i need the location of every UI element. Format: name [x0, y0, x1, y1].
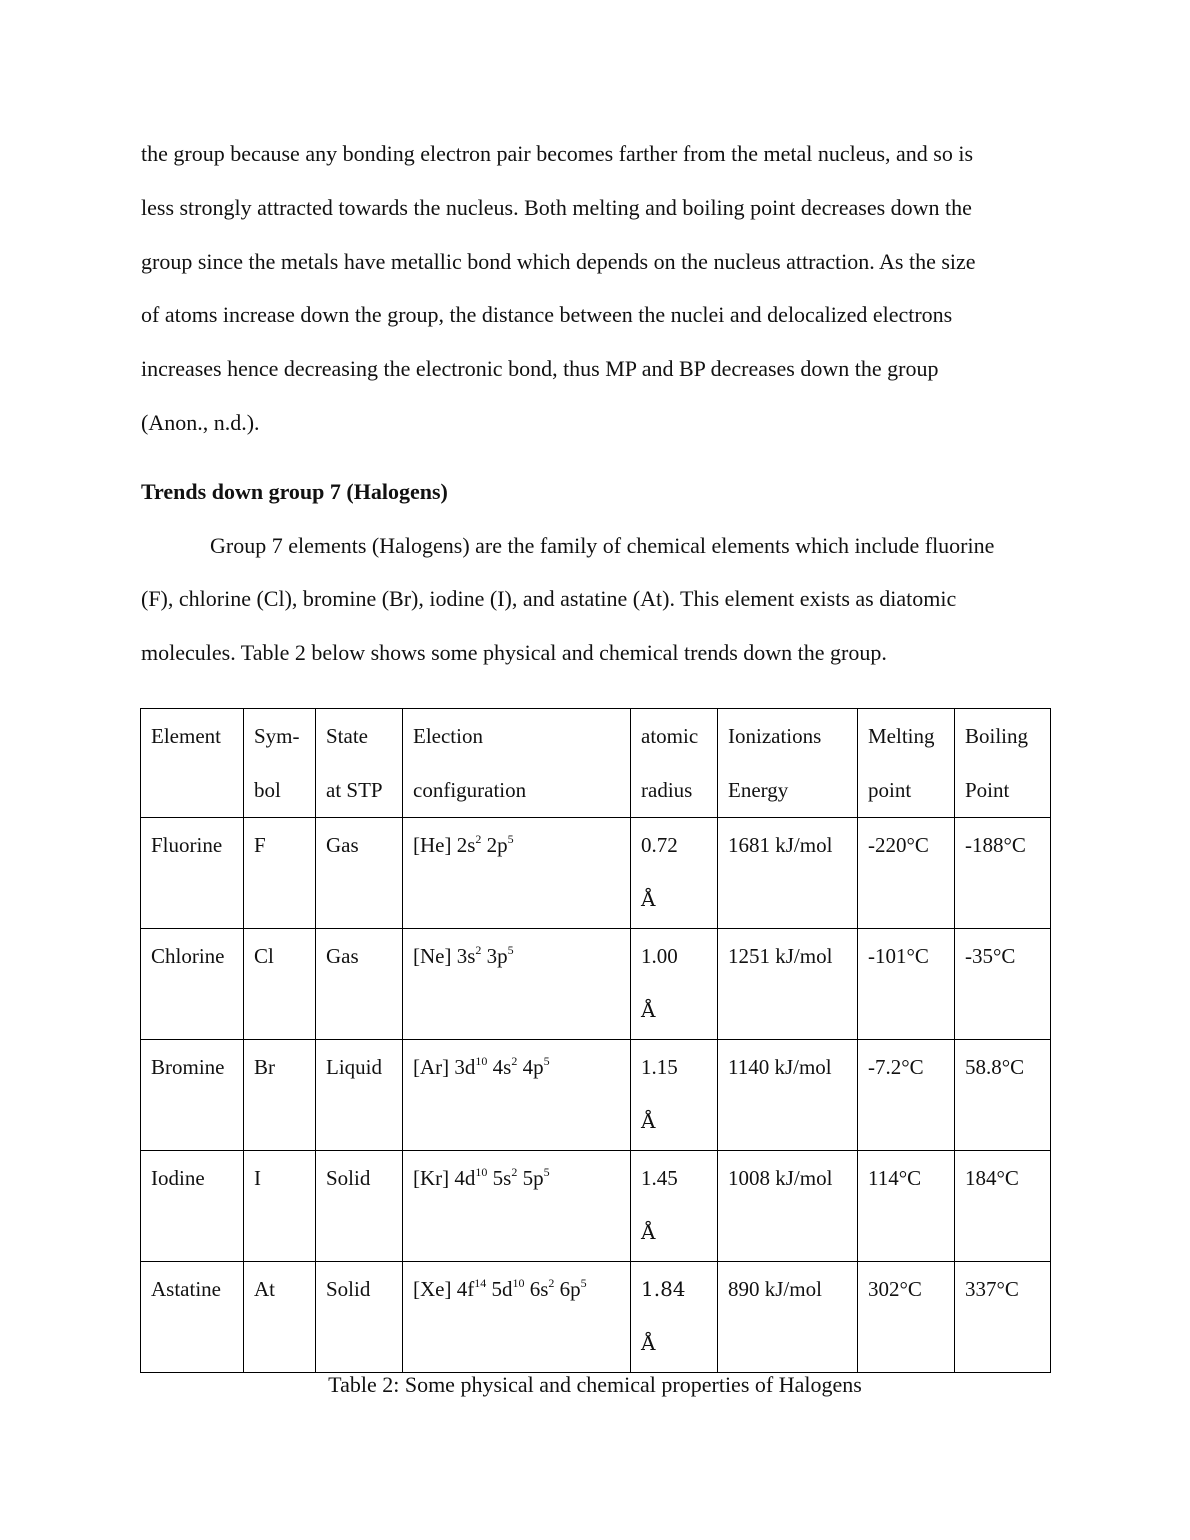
section-line: Group 7 elements (Halogens) are the family of chemical elements which include fluorine — [210, 533, 995, 558]
cell-melting: -220°C — [858, 818, 955, 929]
cell-state: Solid — [316, 1262, 403, 1373]
intro-line: of atoms increase down the group, the distance between the nuclei and delocalized electrons — [141, 302, 953, 327]
header-melting — [858, 709, 955, 818]
cell-boiling: 184°C — [955, 1151, 1051, 1262]
config-superscript: 5 — [543, 1165, 550, 1179]
cell-config — [403, 1040, 631, 1151]
cell-element: Iodine — [141, 1151, 244, 1262]
cell-radius — [631, 1151, 718, 1262]
header-text: bol — [254, 778, 281, 802]
header-element — [141, 709, 244, 818]
config-superscript: 10 — [475, 1054, 488, 1068]
radius-value: 1.45 — [641, 1166, 678, 1190]
intro-line: (Anon., n.d.). — [141, 410, 260, 435]
cell-melting: 302°C — [858, 1262, 955, 1373]
radius-value: 1.15 — [641, 1055, 678, 1079]
header-text: configuration — [413, 778, 527, 802]
table-row — [141, 1040, 1051, 1151]
intro-line: group since the metals have metallic bond which depends on the nucleus attraction. As the size — [141, 249, 976, 274]
section-line: (F), chlorine (Cl), bromine (Br), iodine (I), and astatine (At). This element exists as diatomic — [141, 586, 957, 611]
header-text: at STP — [326, 778, 383, 802]
radius-value: 0.72 — [641, 833, 678, 857]
config-superscript: 2 — [475, 943, 482, 957]
config-superscript: 10 — [512, 1276, 525, 1290]
cell-state: Liquid — [316, 1040, 403, 1151]
halogen-properties-table — [140, 708, 1051, 1373]
radius-unit: Å — [641, 1109, 656, 1133]
config-superscript: 14 — [474, 1276, 487, 1290]
header-text: Sym- — [254, 724, 300, 748]
table-row — [141, 1262, 1051, 1373]
header-radius — [631, 709, 718, 818]
cell-config — [403, 1262, 631, 1373]
cell-config — [403, 1151, 631, 1262]
cell-melting: 114°C — [858, 1151, 955, 1262]
cell-element: Fluorine — [141, 818, 244, 929]
table-row — [141, 818, 1051, 929]
header-text: Energy — [728, 778, 789, 802]
config-text: [He] $2s^2$ $2p^5$ — [413, 832, 514, 857]
header-text: atomic — [641, 724, 699, 748]
cell-element: Bromine — [141, 1040, 244, 1151]
cell-symbol: At — [244, 1262, 316, 1373]
cell-melting: -101°C — [858, 929, 955, 1040]
radius-unit: Å — [641, 1331, 656, 1355]
config-superscript: 5 — [543, 1054, 550, 1068]
cell-boiling: 58.8°C — [955, 1040, 1051, 1151]
cell-boiling: 337°C — [955, 1262, 1051, 1373]
cell-radius — [631, 929, 718, 1040]
table-row — [141, 929, 1051, 1040]
table-caption: Table 2: Some physical and chemical properties of Halogens — [328, 1372, 862, 1397]
table-header-row — [141, 709, 1051, 818]
cell-symbol: Cl — [244, 929, 316, 1040]
cell-element: Astatine — [141, 1262, 244, 1373]
config-superscript: 2 — [511, 1054, 518, 1068]
radius-unit: Å — [641, 998, 656, 1022]
cell-ionization: 1140 kJ/mol — [718, 1040, 858, 1151]
cell-symbol: F — [244, 818, 316, 929]
header-state — [316, 709, 403, 818]
cell-element: Chlorine — [141, 929, 244, 1040]
header-text: Element — [151, 724, 221, 748]
header-configuration — [403, 709, 631, 818]
header-text: State — [326, 724, 368, 748]
config-superscript: 2 — [511, 1165, 518, 1179]
cell-radius — [631, 818, 718, 929]
cell-ionization: 1681 kJ/mol — [718, 818, 858, 929]
header-text: Point — [965, 778, 1010, 802]
intro-line: less strongly attracted towards the nucleus. Both melting and boiling point decreases down the — [141, 195, 972, 220]
cell-boiling: -35°C — [955, 929, 1051, 1040]
header-text: Melting — [868, 724, 935, 748]
cell-symbol: Br — [244, 1040, 316, 1151]
config-text: [Ar] $3d^{10}$ $4s^2$ $4p^5$ — [413, 1054, 550, 1079]
config-superscript: 5 — [507, 943, 514, 957]
radius-unit: Å — [641, 1220, 656, 1244]
header-boiling — [955, 709, 1051, 818]
radius-value: 1.84 — [641, 1277, 686, 1301]
cell-symbol: I — [244, 1151, 316, 1262]
cell-state: Gas — [316, 929, 403, 1040]
cell-ionization: 1251 kJ/mol — [718, 929, 858, 1040]
config-superscript: 2 — [475, 832, 482, 846]
table-row — [141, 1151, 1051, 1262]
cell-ionization: 890 kJ/mol — [718, 1262, 858, 1373]
config-text: [Xe] $4f^{14}$ $5d^{10}$ $6s^2$ $6p^5$ — [413, 1276, 587, 1301]
header-text: point — [868, 778, 912, 802]
header-text: Ionizations — [728, 724, 822, 748]
config-superscript: 10 — [475, 1165, 488, 1179]
cell-config — [403, 929, 631, 1040]
config-superscript: 2 — [548, 1276, 555, 1290]
section-heading: Trends down group 7 (Halogens) — [141, 479, 448, 504]
cell-config — [403, 818, 631, 929]
config-superscript: 5 — [507, 832, 514, 846]
cell-ionization: 1008 kJ/mol — [718, 1151, 858, 1262]
intro-line: increases hence decreasing the electronic bond, thus MP and BP decreases down the group — [141, 356, 939, 381]
config-superscript: 5 — [580, 1276, 587, 1290]
header-text: radius — [641, 778, 693, 802]
radius-unit: Å — [641, 887, 656, 911]
section-line: molecules. Table 2 below shows some physical and chemical trends down the group. — [141, 640, 887, 665]
cell-radius — [631, 1040, 718, 1151]
intro-line: the group because any bonding electron pair becomes farther from the metal nucleus, and so is — [141, 141, 974, 166]
config-text: [Kr] $4d^{10}$ $5s^2$ $5p^5$ — [413, 1165, 550, 1190]
cell-melting: -7.2°C — [858, 1040, 955, 1151]
header-text: Election — [413, 724, 483, 748]
cell-boiling: -188°C — [955, 818, 1051, 929]
header-symbol — [244, 709, 316, 818]
cell-state: Solid — [316, 1151, 403, 1262]
cell-radius — [631, 1262, 718, 1373]
header-text: Boiling — [965, 724, 1029, 748]
header-ionization — [718, 709, 858, 818]
config-text: [Ne] $3s^2$ $3p^5$ — [413, 943, 514, 968]
cell-state: Gas — [316, 818, 403, 929]
radius-value: 1.00 — [641, 944, 678, 968]
